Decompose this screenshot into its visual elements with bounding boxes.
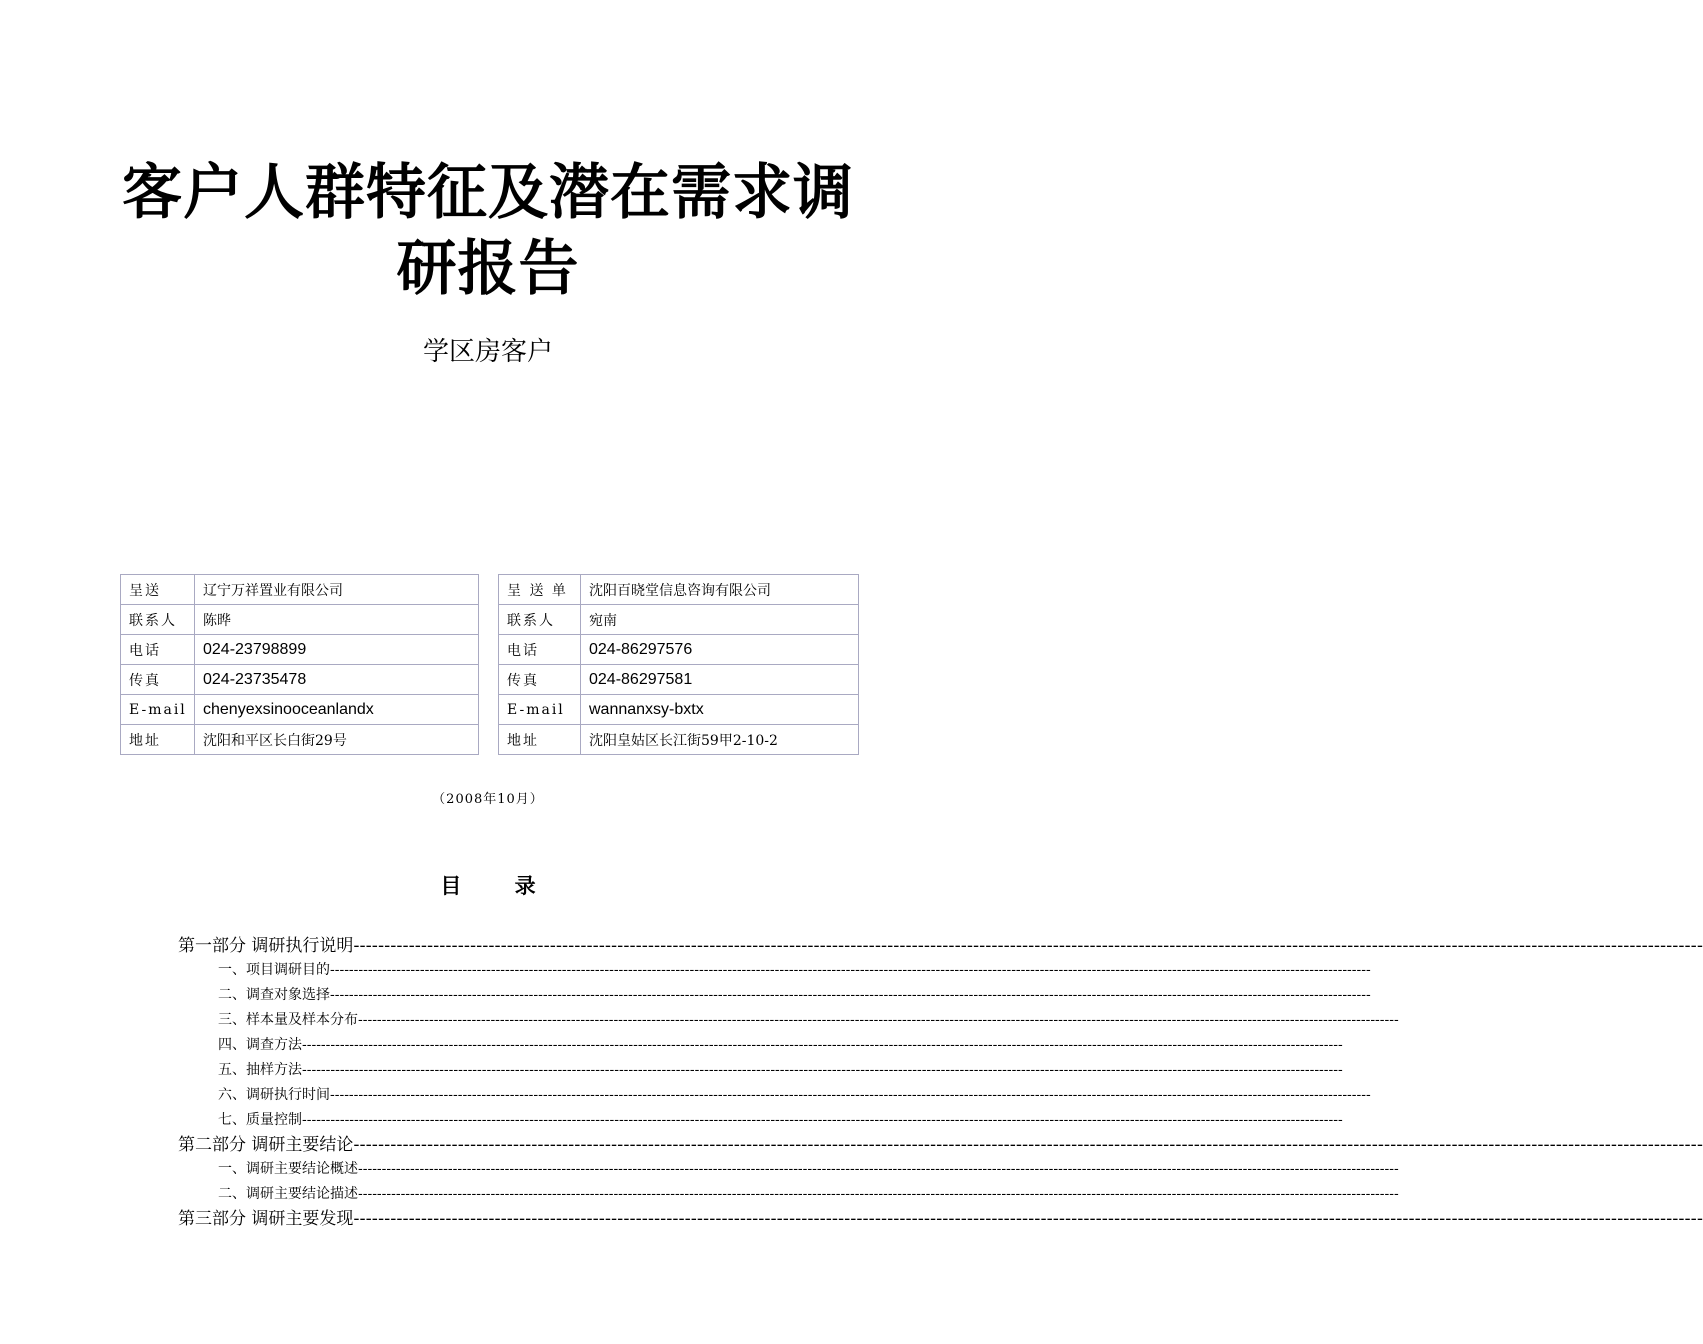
toc-leader: ----------------------------------------------------------------------------------------------------------------------------------------------------------------------------------------------------------------------------: [358, 1186, 1399, 1202]
field-value: 沈阳和平区长白街29号: [195, 725, 479, 755]
toc-entry[interactable]: [178, 935, 1703, 957]
recipient-info-table: [120, 574, 479, 755]
field-value: 辽宁万祥置业有限公司: [195, 575, 479, 605]
table-row: [121, 695, 479, 725]
toc-entry[interactable]: [218, 1110, 1343, 1130]
table-row: [121, 725, 479, 755]
field-value: [195, 635, 479, 665]
toc-entry-label: 三、样本量及样本分布: [218, 1012, 358, 1028]
toc-entry[interactable]: [218, 960, 1371, 980]
field-label: 传真: [121, 665, 195, 695]
toc-entry-label: 二、调研主要结论描述: [218, 1186, 358, 1202]
toc-leader: ----------------------------------------------------------------------------------------------------------------------------------------------------------------------------------------------------------------------------: [330, 1087, 1371, 1103]
toc-entry-label: 七、质量控制: [218, 1112, 302, 1128]
toc-leader: ----------------------------------------------------------------------------------------------------------------------------------------------------------------------------------------------------------------------------: [353, 936, 1703, 956]
field-label: 地址: [499, 725, 581, 755]
fax-value: 024-23735478: [203, 670, 307, 688]
toc-entry-label: 一、调研主要结论概述: [218, 1161, 358, 1177]
field-label: 联系人: [499, 605, 581, 635]
toc-entry-label: 一、项目调研目的: [218, 962, 330, 978]
email-value: chenyexsinooceanlandx: [203, 700, 374, 718]
phone-value: 024-86297576: [589, 640, 693, 658]
toc-entry-label: 六、调研执行时间: [218, 1087, 330, 1103]
email-value: wannanxsy-bxtx: [589, 700, 704, 718]
field-value: [581, 665, 859, 695]
toc-entry-label: 第一部分 调研执行说明: [178, 936, 354, 956]
table-row: [499, 695, 859, 725]
toc-leader: ----------------------------------------------------------------------------------------------------------------------------------------------------------------------------------------------------------------------------: [330, 987, 1371, 1003]
toc-leader: ----------------------------------------------------------------------------------------------------------------------------------------------------------------------------------------------------------------------------: [358, 1161, 1399, 1177]
toc-leader: ----------------------------------------------------------------------------------------------------------------------------------------------------------------------------------------------------------------------------: [330, 962, 1371, 978]
toc-entry-label: 五、抽样方法: [218, 1062, 302, 1078]
field-value: [581, 635, 859, 665]
toc-leader: ----------------------------------------------------------------------------------------------------------------------------------------------------------------------------------------------------------------------------: [358, 1012, 1399, 1028]
toc-entry[interactable]: [218, 1184, 1399, 1204]
document-title-line-2: 研报告: [396, 234, 580, 304]
phone-value: 024-23798899: [203, 640, 307, 658]
report-date: （2008年10月）: [432, 792, 544, 807]
table-row: [121, 575, 479, 605]
field-label: E-mail: [499, 695, 581, 725]
table-row: [499, 605, 859, 635]
field-label: 地址: [121, 725, 195, 755]
toc-leader: ----------------------------------------------------------------------------------------------------------------------------------------------------------------------------------------------------------------------------: [353, 1135, 1703, 1155]
toc-entry[interactable]: [218, 1060, 1343, 1080]
toc-entry[interactable]: [218, 1010, 1399, 1030]
toc-leader: ----------------------------------------------------------------------------------------------------------------------------------------------------------------------------------------------------------------------------: [302, 1112, 1343, 1128]
field-value: [195, 665, 479, 695]
field-label: 电话: [499, 635, 581, 665]
toc-entry[interactable]: [218, 985, 1371, 1005]
table-row: [499, 725, 859, 755]
field-value: [581, 695, 859, 725]
toc-entry[interactable]: [178, 1134, 1703, 1156]
field-label: 呈 送 单: [499, 575, 581, 605]
toc-leader: ----------------------------------------------------------------------------------------------------------------------------------------------------------------------------------------------------------------------------: [353, 1209, 1703, 1229]
sender-info-table: [498, 574, 859, 755]
toc-entry-label: 四、调查方法: [218, 1037, 302, 1053]
field-label: 电话: [121, 635, 195, 665]
field-value: 陈晔: [195, 605, 479, 635]
table-row: [499, 635, 859, 665]
toc-entry[interactable]: [178, 1208, 1703, 1230]
field-value: 宛南: [581, 605, 859, 635]
field-label: 呈送: [121, 575, 195, 605]
table-row: [499, 665, 859, 695]
toc-entry[interactable]: [218, 1035, 1343, 1055]
document-subtitle: 学区房客户: [422, 337, 553, 367]
table-row: [499, 575, 859, 605]
field-label: E-mail: [121, 695, 195, 725]
toc-entry-label: 二、调查对象选择: [218, 987, 330, 1003]
field-value: [195, 695, 479, 725]
table-row: [121, 665, 479, 695]
toc-entry[interactable]: [218, 1159, 1399, 1179]
table-row: [121, 605, 479, 635]
table-row: [121, 635, 479, 665]
field-value: 沈阳百晓堂信息咨询有限公司: [581, 575, 859, 605]
toc-leader: ----------------------------------------------------------------------------------------------------------------------------------------------------------------------------------------------------------------------------: [302, 1037, 1343, 1053]
document-title-line-1: 客户人群特征及潜在需求调: [122, 158, 854, 228]
field-value: 沈阳皇姑区长江街59甲2-10-2: [581, 725, 859, 755]
toc-entry[interactable]: [218, 1085, 1371, 1105]
toc-entry-label: 第三部分 调研主要发现: [178, 1209, 354, 1229]
toc-entry-label: 第二部分 调研主要结论: [178, 1135, 354, 1155]
field-label: 传真: [499, 665, 581, 695]
field-label: 联系人: [121, 605, 195, 635]
fax-value: 024-86297581: [589, 670, 693, 688]
toc-leader: ----------------------------------------------------------------------------------------------------------------------------------------------------------------------------------------------------------------------------: [302, 1062, 1343, 1078]
toc-heading: 目 录: [440, 874, 536, 898]
